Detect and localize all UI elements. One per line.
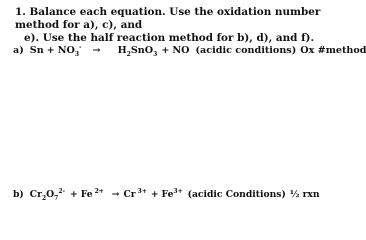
problem-b-product-1: Cr [123,189,136,200]
problem-b-plus-1: + [70,189,78,200]
question-line-2: e). Use the half reaction method for b), d), and f). [24,32,315,44]
problem-b-arrow: → [111,189,120,200]
problem-b-reactant-2-charge: 2+ [94,187,104,195]
question-line-1: Balance each equation. Use the oxidation number method for a), c), and [15,6,321,31]
problem-a-reactant-2: NO [57,45,75,56]
problem-a-reactant-1: Sn [29,45,44,56]
problem-a-label: a) [13,45,24,56]
problem-a-plus-2: + [161,45,170,56]
problem-b-product-1-charge: 3+ [137,187,147,195]
problem-a-product-2: NO [172,45,190,56]
problem-a-plus-1: + [46,45,55,56]
problem-b-reactant-1-charge: 2- [58,187,65,195]
problem-a-product-1-subscript-2: 3 [153,50,158,58]
problem-b-product-2: Fe [161,189,174,200]
problem-b-reactant-1-subscript-2: 7 [54,194,59,202]
problem-b-condition: (acidic Conditions) [187,189,286,200]
problem-b-plus-2: + [150,189,159,200]
problem-b-label: b) [13,189,24,200]
problem-a-arrow: → [92,45,101,56]
problem-a-condition: (acidic conditions) [195,45,297,56]
problem-a-equation [13,45,366,57]
problem-a-product-1-h: H [117,45,127,56]
problem-b-reactant-1-cr: Cr [29,189,42,200]
question-instructions [15,6,345,45]
problem-b-product-2-charge: 3+ [173,187,183,195]
problem-b-reactant-1-subscript-1: 2 [41,194,47,202]
problem-b-reactant-2: Fe [80,189,93,200]
problem-a-product-1-subscript-1: 2 [126,50,131,58]
problem-a-reactant-2-charge: - [79,43,82,51]
problem-a-product-1-sno: SnO [130,45,154,56]
problem-a-method: Ox #method [300,45,366,56]
problem-b-reactant-1-o: O [46,189,55,200]
question-number: 1. [15,6,26,18]
problem-b-method: ½ rxn [289,189,320,200]
problem-b-equation [13,189,320,201]
problem-a-reactant-2-subscript: 3 [74,50,80,58]
